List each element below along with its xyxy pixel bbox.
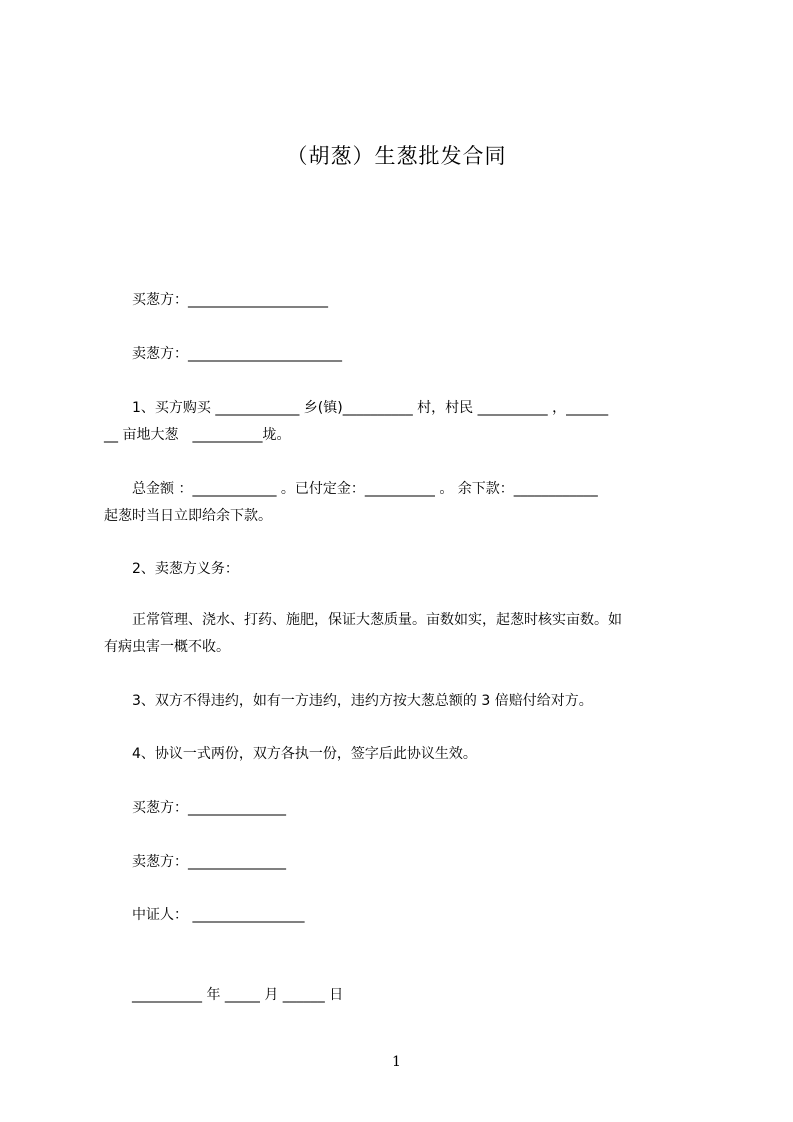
clause-2: 2、卖葱方义务：: [104, 561, 239, 577]
payment-terms: [104, 476, 702, 530]
sign-seller-line: 卖葱方：______________: [104, 854, 286, 870]
clause-1-line-1: 1、买方购买 ____________ 乡(镇)__________ 村，村民 __________ ，______: [104, 400, 609, 416]
clause-3: 3、双方不得违约，如有一方违约，违约方按大葱总额的 3 倍赔付给对方。: [104, 693, 593, 709]
clause-4: 4、协议一式两份，双方各执一份，签字后此协议生效。: [104, 746, 477, 762]
duties-line-2: 有病虫害一概不收。: [104, 639, 230, 655]
payment-line-2: 起葱时当日立即给余下款。: [104, 508, 272, 524]
duties-line-1: 正常管理、浇水、打药、施肥，保证大葱质量。亩数如实，起葱时核实亩数。如: [104, 612, 622, 628]
sign-buyer-line: 买葱方：______________: [104, 800, 286, 816]
page-number: 1: [392, 1054, 401, 1070]
page-title: （胡葱）生葱批发合同: [286, 144, 507, 168]
seller-duties: [104, 607, 702, 661]
payment-line-1: 总金额 ：____________ 。已付定金：__________ 。 余下款：____________: [104, 481, 598, 497]
date-line: __________ 年 _____ 月 ______ 日: [104, 987, 344, 1003]
clause-1: [104, 395, 702, 449]
witness-line: 中证人： ________________: [104, 907, 305, 923]
seller-line: 卖葱方：______________________: [104, 346, 342, 362]
buyer-line: 买葱方：____________________: [104, 292, 328, 308]
clause-1-line-2: __ 亩地大葱 __________垅。: [104, 427, 291, 443]
